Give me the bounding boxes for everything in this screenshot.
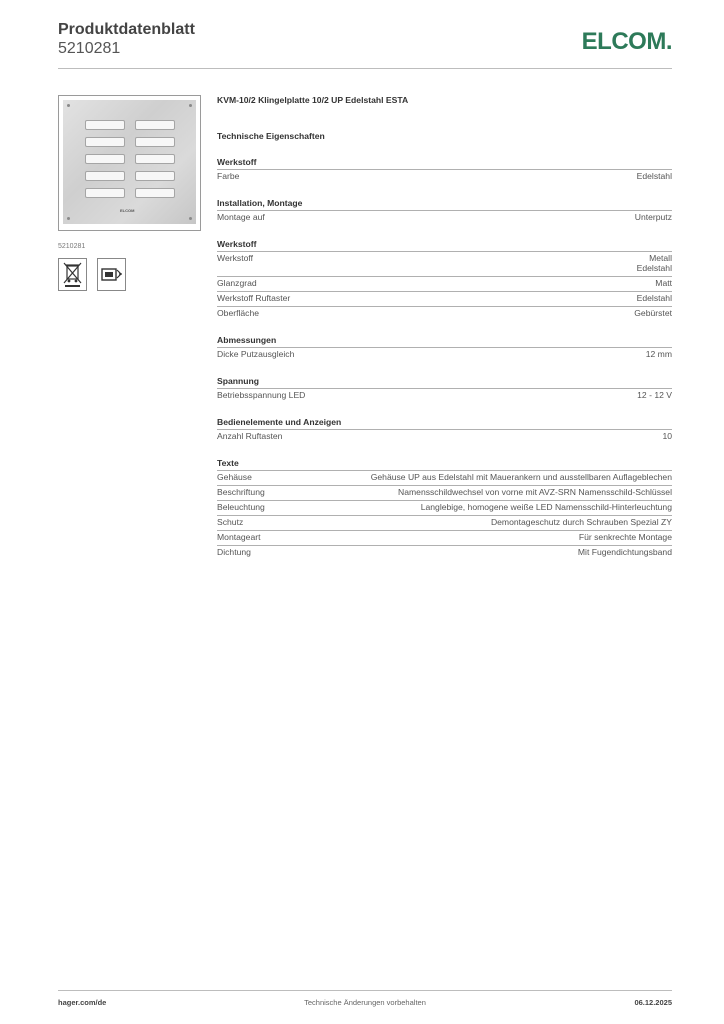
product-title: KVM-10/2 Klingelplatte 10/2 UP Edelstahl ESTA (217, 95, 409, 105)
property-value: Demontageschutz durch Schrauben Spezial ZY (490, 517, 672, 527)
flush-mount-icon (97, 258, 126, 291)
section-heading: Texte (217, 458, 239, 468)
properties-heading: Technische Eigenschaften (217, 131, 325, 141)
property-label: Beleuchtung (217, 502, 265, 512)
property-label: Glanzgrad (217, 278, 257, 288)
property-row (217, 515, 672, 530)
property-section (217, 238, 672, 321)
bell-plate-graphic (63, 100, 196, 224)
footer-disclaimer: Technische Änderungen vorbehalten (304, 998, 426, 1007)
property-label: Montage auf (217, 212, 265, 222)
footer-website[interactable]: hager.com/de (58, 998, 107, 1007)
property-row (217, 276, 672, 291)
product-image (58, 95, 201, 231)
name-plate-button (85, 120, 125, 130)
article-number: 5210281 (58, 40, 121, 57)
property-label: Gehäuse (217, 472, 252, 482)
property-value: Edelstahl (636, 293, 672, 303)
property-row (217, 545, 672, 560)
property-row (217, 388, 672, 403)
section-heading: Abmessungen (217, 335, 277, 345)
screw-icon (67, 217, 70, 220)
section-heading: Werkstoff (217, 157, 257, 167)
name-plate-button (135, 120, 175, 130)
property-label: Dicke Putzausgleich (217, 349, 295, 359)
property-row (217, 500, 672, 515)
property-value: 10 (662, 431, 672, 441)
footer-date: 06.12.2025 (634, 998, 672, 1007)
name-plate-button (135, 137, 175, 147)
property-section (217, 375, 672, 403)
property-label: Dichtung (217, 547, 251, 557)
plate-logo: ELCOM (120, 208, 135, 213)
property-label: Anzahl Ruftasten (217, 431, 283, 441)
property-label: Beschriftung (217, 487, 265, 497)
property-section (217, 416, 672, 444)
image-panel (58, 95, 203, 292)
property-value: Gebürstet (634, 308, 672, 318)
name-plate-button (85, 171, 125, 181)
name-plate-button (85, 137, 125, 147)
footer-divider (58, 990, 672, 991)
name-plate-button (85, 188, 125, 198)
property-row (217, 210, 672, 225)
property-value: Namensschildwechsel von vorne mit AVZ-SRN Namensschild-Schlüssel (398, 487, 672, 497)
property-section (217, 457, 672, 560)
property-value: Edelstahl (636, 171, 672, 181)
property-value: 12 - 12 V (637, 390, 672, 400)
elcom-logo: ELCOM. (581, 28, 672, 55)
property-row (217, 470, 672, 485)
section-heading: Spannung (217, 376, 260, 386)
property-row (217, 485, 672, 500)
property-row (217, 306, 672, 321)
property-label: Betriebsspannung LED (217, 390, 306, 400)
property-value: Langlebige, homogene weiße LED Namensschild-Hinterleuchtung (420, 502, 672, 512)
document-title: Produktdatenblatt (58, 21, 195, 38)
property-label: Montageart (217, 532, 261, 542)
property-value: Für senkrechte Montage (578, 532, 672, 542)
section-heading: Bedienelemente und Anzeigen (217, 417, 342, 427)
property-value: Matt (655, 278, 672, 288)
property-value: Unterputz (634, 212, 672, 222)
property-label: Werkstoff Ruftaster (217, 293, 291, 303)
property-row (217, 169, 672, 184)
screw-icon (67, 104, 70, 107)
properties-panel (217, 95, 672, 573)
weee-crossed-bin-icon (58, 258, 87, 291)
property-label: Werkstoff (217, 253, 253, 263)
property-section (217, 156, 672, 184)
name-plate-button (135, 188, 175, 198)
property-label: Schutz (217, 517, 244, 527)
section-heading: Werkstoff (217, 239, 257, 249)
property-section (217, 197, 672, 225)
name-plate-button (135, 154, 175, 164)
property-value: Metall Edelstahl (636, 253, 672, 273)
certification-icons (58, 258, 203, 292)
page-header (58, 20, 672, 70)
property-row (217, 347, 672, 362)
screw-icon (189, 104, 192, 107)
property-row (217, 291, 672, 306)
header-divider (58, 68, 672, 69)
property-label: Farbe (217, 171, 240, 181)
image-caption: 5210281 (58, 243, 86, 250)
property-row (217, 530, 672, 545)
property-row (217, 429, 672, 444)
property-value: 12 mm (645, 349, 672, 359)
property-sections (217, 156, 672, 560)
section-heading: Installation, Montage (217, 198, 303, 208)
name-plate-button (135, 171, 175, 181)
name-plate-button (85, 154, 125, 164)
property-value: Gehäuse UP aus Edelstahl mit Mauerankern und ausstellbaren Auflageblechen (370, 472, 672, 482)
property-section (217, 334, 672, 362)
property-label: Oberfläche (217, 308, 260, 318)
screw-icon (189, 217, 192, 220)
property-value: Mit Fugendichtungsband (577, 547, 672, 557)
property-row (217, 251, 672, 276)
